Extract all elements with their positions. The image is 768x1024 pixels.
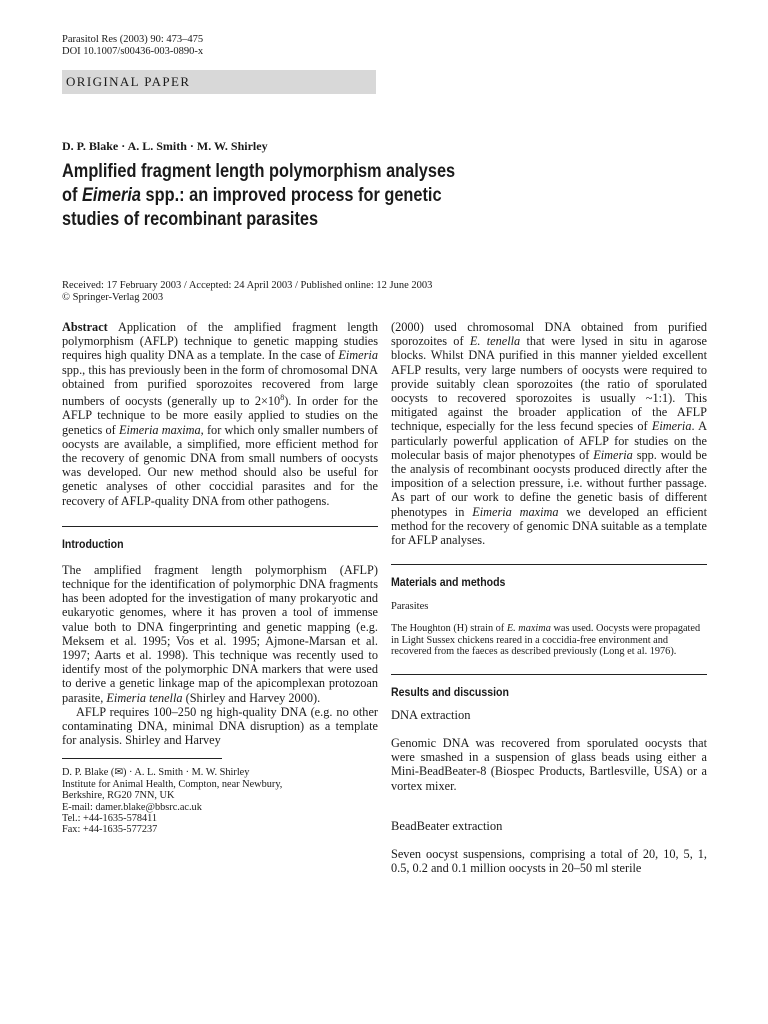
introduction-heading: Introduction xyxy=(62,536,124,551)
dna-extraction-paragraph: Genomic DNA was recovered from sporulated oocysts that were smashed in a suspension of glass beads using either a Mini-BeadBeater-8 (Biospec Products, Bartlesville, USA) or a vortex mixer. xyxy=(391,736,707,793)
abstract-text-1: Application of the amplified fragment length polymorphism (AFLP) technique to genetic mapping studies requires high quality DNA as a template. In the case of xyxy=(62,320,378,363)
copyright-line: © Springer-Verlag 2003 xyxy=(62,292,164,303)
parasites-paragraph xyxy=(391,623,707,658)
results-heading: Results and discussion xyxy=(391,685,509,700)
abstract-exponent: 8 xyxy=(280,393,285,403)
intro-cont-text-4: spp. would be the analysis of recombinant oocysts produced directly after the imposition of a selection pressure, i.e. without further passage. As part of our work to define the genetic basis of different phenotypes in xyxy=(391,447,707,519)
correspondence-fax: Fax: +44-1635-577237 xyxy=(62,824,158,836)
correspondence-email: E-mail: damer.blake@bbsrc.ac.uk xyxy=(62,801,202,813)
section-divider xyxy=(391,564,707,565)
abstract-species: Eimeria maxima, xyxy=(118,422,204,437)
correspondence-block xyxy=(62,767,378,835)
abstract-label: Abstract xyxy=(62,320,108,334)
abstract-text-4: for which only smaller numbers of oocysts are available, a simplified, more efficient method for the recovery of genomic DNA from small numbers of oocysts was developed. Our new method should also be useful for genetic analyses of other coccidial parasites and for the recovery of AFLP-quality DNA from other pathogens. xyxy=(62,422,378,508)
intro-cont-genus-2: Eimeria xyxy=(593,447,633,462)
correspondence-institute: Institute for Animal Health, Compton, near Newbury, xyxy=(62,778,283,790)
title-line-3: studies of recombinant parasites xyxy=(62,209,319,230)
correspondence-address: Berkshire, RG20 7NN, UK xyxy=(62,790,175,802)
intro-cont-species-1: E. tenella xyxy=(469,334,521,349)
title-genus: Eimeria xyxy=(81,185,142,206)
introduction-paragraph-2: AFLP requires 100–250 ng high-quality DNA (e.g. no other contaminating DNA, minimal DNA disruption) as a template for analysis. Shirley and Harvey xyxy=(62,704,378,748)
title-line-2-rest: spp.: an improved process for genetic xyxy=(141,185,442,206)
intro-cont-text-3: . A particularly powerful application of AFLP for studies on the molecular basis of major phenotypes of xyxy=(391,419,707,462)
intro-cont-text-5: we developed an efficient method for the recovery of genomic DNA suitable as a template for AFLP analyses. xyxy=(391,504,707,548)
abstract xyxy=(62,320,378,508)
parasites-species: E. maxima xyxy=(506,623,551,635)
footnote-divider xyxy=(62,758,222,759)
dna-extraction-subheading: DNA extraction xyxy=(391,708,471,723)
correspondence-phone: Tel.: +44-1635-578411 xyxy=(62,813,158,824)
parasites-text-2: was used. Oocysts were propagated in Light Sussex chickens reared in a coccidia-free environment and recovered from the faeces as described previously (Long et al. 1976). xyxy=(391,623,701,658)
intro-continued xyxy=(391,320,707,547)
parasites-text-1: The Houghton (H) strain of xyxy=(391,623,507,635)
journal-info xyxy=(62,34,203,58)
intro-cont-genus-1: Eimeria xyxy=(651,419,692,434)
intro-cont-text-1: (2000) used chromosomal DNA obtained from purified sporozoites of xyxy=(391,320,707,349)
author-list: D. P. Blake · A. L. Smith · M. W. Shirley xyxy=(62,139,268,153)
materials-heading: Materials and methods xyxy=(391,575,506,590)
abstract-genus: Eimeria xyxy=(338,348,378,363)
section-divider xyxy=(62,526,378,527)
parasites-subheading: Parasites xyxy=(391,601,429,613)
abstract-text-3: ). In order for the AFLP technique to be more easily applied to studies on the genetics of xyxy=(62,394,379,437)
left-column xyxy=(62,320,378,836)
title-line-1: Amplified fragment length polymorphism analyses xyxy=(62,161,456,182)
right-column xyxy=(391,320,707,875)
beadbeater-paragraph: Seven oocyst suspensions, comprising a total of 20, 10, 5, 1, 0.5, 0.2 and 0.1 million oocysts in 20–50 ml sterile xyxy=(391,846,707,876)
dates-line: Received: 17 February 2003 / Accepted: 24 April 2003 / Published online: 12 June 2003 xyxy=(62,280,433,291)
article-title xyxy=(62,160,466,232)
journal-doi: DOI 10.1007/s00436-003-0890-x xyxy=(62,46,204,57)
intro-text-1: The amplified fragment length polymorphism (AFLP) technique for the identification of polymorphic DNA fragments has been adopted for the investigation of many prokaryotic and eukaryotic genomes, where it has proven a tool of immense value both to DNA fingerprinting and genetic mapping (e.g. Meksem et al. 1995; Vos et al. 1995; Ajmone-Marsan et al. 1997; Aarts et al. 1998). This technique was recently used to identify most of the polymorphic DNA markers that were used to derive a genetic linkage map of the apicomplexan protozoan parasite, xyxy=(62,562,378,705)
publication-dates xyxy=(62,280,432,304)
intro-species: Eimeria tenella xyxy=(106,690,183,705)
correspondence-authors: D. P. Blake (✉) · A. L. Smith · M. W. Shirley xyxy=(62,767,250,779)
section-divider xyxy=(391,674,707,675)
abstract-text-2: spp., this has previously been in the form of chromosomal DNA obtained from purified sporozoites recovered from large numbers of oocysts (generally up to 2×10 xyxy=(62,362,378,409)
intro-cont-species-2: Eimeria maxima xyxy=(472,504,559,519)
intro-cont-text-2: that were lysed in situ in agarose blocks. Whilst DNA purified in this manner yielded excellent AFLP results, very large numbers of oocysts were required to provide suitably clean sporozoites (the ratio of sporulated oocysts to recovered sporozoites is usually ~1:1). This mitigated against the broader application of the AFLP technique, especially for the less fecund species of xyxy=(391,334,707,434)
article-type-band: ORIGINAL PAPER xyxy=(62,70,376,94)
journal-citation: Parasitol Res (2003) 90: 473–475 xyxy=(62,34,204,45)
intro-text-2: (Shirley and Harvey 2000). xyxy=(182,690,321,705)
beadbeater-subheading: BeadBeater extraction xyxy=(391,818,503,833)
introduction-paragraph-1 xyxy=(62,563,378,705)
title-line-2-prefix: of xyxy=(62,185,82,206)
